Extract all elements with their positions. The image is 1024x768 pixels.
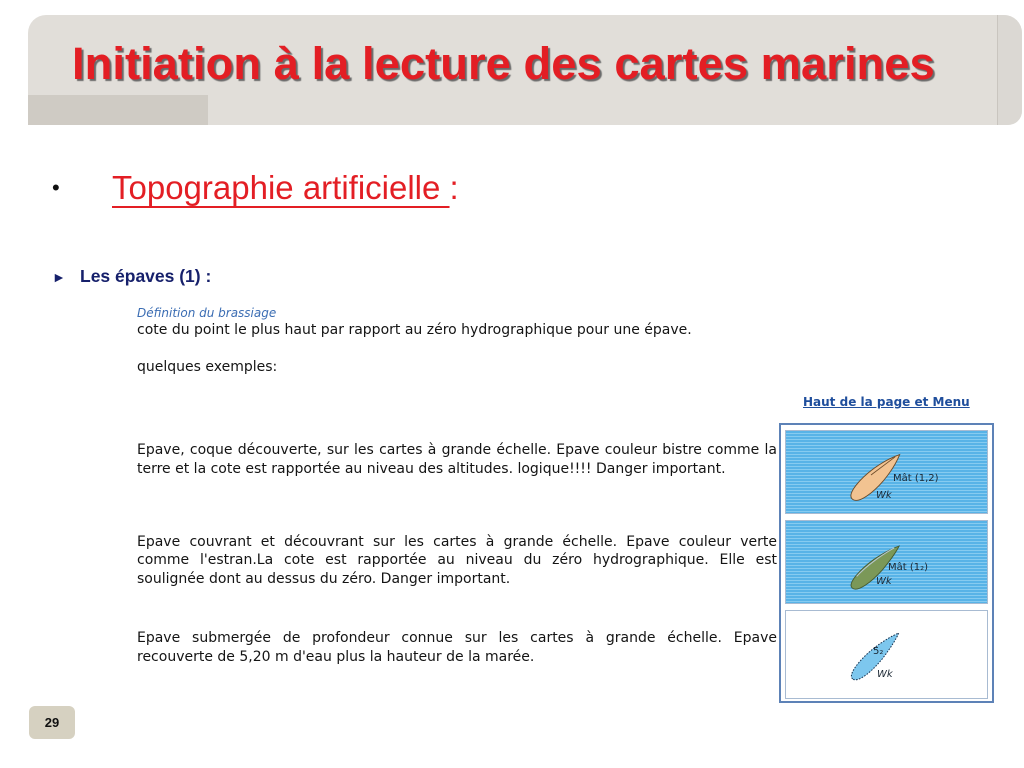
title-bar-edge	[997, 15, 1022, 125]
slide-number: 29	[29, 706, 75, 739]
title-bar-accent	[28, 95, 208, 125]
top-of-page-menu-link[interactable]: Haut de la page et Menu	[803, 395, 970, 409]
symbol-drawing-1	[786, 431, 987, 513]
section-heading-text: Topographie artificielle	[112, 169, 450, 206]
slide-title: Initiation à la lecture des cartes marines	[72, 38, 935, 89]
arrow-right-icon: ►	[52, 269, 66, 285]
example-3-line: Epave submergée de profondeur connue sur les cartes à grande échelle. Epave	[137, 630, 777, 646]
wreck-code-label: Wk	[876, 490, 892, 501]
symbol-drawing-3	[786, 611, 987, 698]
example-2-line: soulignée dont au dessus du zéro. Danger important.	[137, 571, 511, 587]
mast-height-label: Mât (1₂)	[888, 562, 929, 573]
symbol-panel-3	[785, 610, 988, 699]
depth-label: 5₂	[873, 646, 884, 657]
example-2-line: comme l'estran.La cote est rapportée au niveau du zéro hydrographique. Elle est	[137, 552, 777, 568]
symbol-panel-2	[785, 520, 988, 604]
mast-height-label: Mât (1,2)	[893, 473, 939, 484]
subheading: Les épaves (1) :	[80, 266, 212, 286]
section-heading-colon: :	[449, 169, 459, 206]
example-3-line: recouverte de 5,20 m d'eau plus la hauteur de la marée.	[137, 649, 535, 665]
symbol-drawing-2	[786, 521, 987, 603]
wreck-code-label: Wk	[877, 669, 893, 680]
definition-title: Définition du brassiage	[137, 306, 277, 320]
example-1-line: Epave, coque découverte, sur les cartes à grande échelle. Epave couleur bistre comme la	[137, 442, 777, 458]
example-2-line: Epave couvrant et découvrant sur les cartes à grande échelle. Epave couleur verte	[137, 534, 777, 550]
wreck-symbols-box	[779, 423, 994, 703]
example-1-line: terre et la cote est rapportée au niveau des altitudes. logique!!!! Danger important.	[137, 461, 726, 477]
examples-label: quelques exemples:	[137, 359, 278, 375]
wreck-code-label: Wk	[876, 576, 892, 587]
symbol-panel-1	[785, 430, 988, 514]
definition-text: cote du point le plus haut par rapport au zéro hydrographique pour une épave.	[137, 322, 692, 338]
bullet-icon: •	[52, 175, 60, 200]
section-heading	[112, 168, 459, 208]
